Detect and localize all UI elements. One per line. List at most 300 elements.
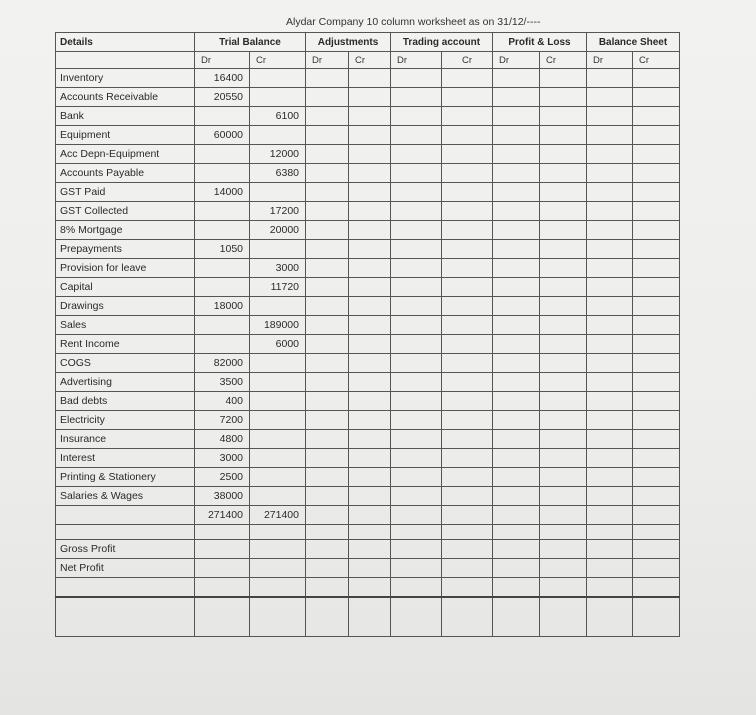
empty-cell bbox=[442, 278, 493, 297]
empty-cell bbox=[442, 373, 493, 392]
trial-balance-dr-value bbox=[195, 259, 250, 278]
empty-cell bbox=[633, 259, 680, 278]
account-row bbox=[56, 278, 680, 297]
empty-cell bbox=[540, 202, 587, 221]
trial-balance-cr-value: 6100 bbox=[250, 107, 306, 126]
empty-cell bbox=[540, 240, 587, 259]
empty-cell bbox=[349, 297, 391, 316]
empty-cell bbox=[442, 468, 493, 487]
trial-balance-dr-value: 82000 bbox=[195, 354, 250, 373]
empty-cell bbox=[442, 259, 493, 278]
empty-cell bbox=[442, 69, 493, 88]
empty-cell bbox=[442, 88, 493, 107]
empty-cell bbox=[540, 145, 587, 164]
empty-cell bbox=[540, 468, 587, 487]
empty-cell bbox=[391, 69, 442, 88]
profit-loss-dr-label: Dr bbox=[493, 52, 540, 69]
empty-cell bbox=[633, 88, 680, 107]
empty-cell bbox=[306, 88, 349, 107]
empty-cell bbox=[633, 487, 680, 506]
empty-cell bbox=[391, 430, 442, 449]
worksheet-title: Alydar Company 10 column worksheet as on 31/12/---- bbox=[286, 16, 541, 28]
account-row bbox=[56, 297, 680, 316]
empty-cell bbox=[493, 183, 540, 202]
empty-cell bbox=[587, 88, 633, 107]
adjustments-header: Adjustments bbox=[306, 33, 391, 52]
empty-cell bbox=[587, 145, 633, 164]
empty-cell bbox=[633, 69, 680, 88]
trial-balance-dr-value: 2500 bbox=[195, 468, 250, 487]
empty-cell bbox=[633, 183, 680, 202]
empty-cell bbox=[587, 354, 633, 373]
account-label: Provision for leave bbox=[56, 259, 195, 278]
trial-balance-dr-value bbox=[195, 164, 250, 183]
empty-cell bbox=[493, 259, 540, 278]
header-row bbox=[56, 33, 680, 52]
empty-cell bbox=[349, 278, 391, 297]
account-label: Salaries & Wages bbox=[56, 487, 195, 506]
empty-cell bbox=[633, 468, 680, 487]
empty-cell bbox=[442, 107, 493, 126]
empty-cell bbox=[540, 316, 587, 335]
trial-balance-dr-value: 60000 bbox=[195, 126, 250, 145]
empty-cell bbox=[442, 354, 493, 373]
trial-balance-dr-value: 7200 bbox=[195, 411, 250, 430]
empty-cell bbox=[306, 316, 349, 335]
trial-balance-cr-value bbox=[250, 88, 306, 107]
trial-balance-cr-value bbox=[250, 69, 306, 88]
account-label: Rent Income bbox=[56, 335, 195, 354]
account-label: Accounts Payable bbox=[56, 164, 195, 183]
empty-cell bbox=[493, 411, 540, 430]
account-row bbox=[56, 88, 680, 107]
empty-cell bbox=[493, 240, 540, 259]
empty-cell bbox=[493, 145, 540, 164]
empty-cell bbox=[587, 392, 633, 411]
empty-cell bbox=[306, 240, 349, 259]
empty-cell bbox=[306, 221, 349, 240]
trial-balance-cr-value bbox=[250, 373, 306, 392]
account-row bbox=[56, 468, 680, 487]
empty-cell bbox=[442, 183, 493, 202]
empty-cell bbox=[633, 202, 680, 221]
empty-cell bbox=[306, 487, 349, 506]
empty-cell bbox=[493, 221, 540, 240]
empty-cell bbox=[391, 468, 442, 487]
empty-cell bbox=[493, 392, 540, 411]
empty-cell bbox=[306, 411, 349, 430]
account-row bbox=[56, 202, 680, 221]
account-row bbox=[56, 240, 680, 259]
empty-cell bbox=[587, 183, 633, 202]
totals-row bbox=[56, 506, 680, 525]
empty-cell bbox=[391, 316, 442, 335]
trial-balance-cr-label: Cr bbox=[250, 52, 306, 69]
empty-cell bbox=[633, 316, 680, 335]
empty-cell bbox=[540, 164, 587, 183]
trial-balance-dr-value: 20550 bbox=[195, 88, 250, 107]
account-row bbox=[56, 145, 680, 164]
empty-cell bbox=[540, 107, 587, 126]
account-row bbox=[56, 430, 680, 449]
empty-cell bbox=[493, 373, 540, 392]
empty-cell bbox=[587, 126, 633, 145]
account-row bbox=[56, 316, 680, 335]
empty-cell bbox=[442, 240, 493, 259]
empty-cell bbox=[349, 107, 391, 126]
trial-balance-cr-value: 20000 bbox=[250, 221, 306, 240]
empty-cell bbox=[587, 373, 633, 392]
account-label: GST Collected bbox=[56, 202, 195, 221]
empty-cell bbox=[306, 430, 349, 449]
balance-sheet-dr-label: Dr bbox=[587, 52, 633, 69]
empty-cell bbox=[493, 468, 540, 487]
empty-cell bbox=[442, 221, 493, 240]
empty-cell bbox=[391, 88, 442, 107]
trial-balance-header: Trial Balance bbox=[195, 33, 306, 52]
trial-balance-dr-value: 3500 bbox=[195, 373, 250, 392]
empty-cell bbox=[349, 373, 391, 392]
empty-cell bbox=[391, 354, 442, 373]
trial-balance-cr-value bbox=[250, 430, 306, 449]
empty-cell bbox=[633, 335, 680, 354]
empty-cell bbox=[306, 392, 349, 411]
account-label: Acc Depn-Equipment bbox=[56, 145, 195, 164]
empty-cell bbox=[349, 202, 391, 221]
empty-cell bbox=[540, 449, 587, 468]
trial-balance-dr-value bbox=[195, 335, 250, 354]
empty-cell bbox=[587, 297, 633, 316]
trial-balance-cr-value bbox=[250, 240, 306, 259]
empty-cell bbox=[349, 240, 391, 259]
empty-cell bbox=[633, 145, 680, 164]
empty-cell bbox=[493, 297, 540, 316]
empty-cell bbox=[349, 183, 391, 202]
empty-cell bbox=[391, 411, 442, 430]
empty-cell bbox=[349, 411, 391, 430]
empty-cell bbox=[587, 487, 633, 506]
net-profit-label: Net Profit bbox=[56, 559, 195, 578]
empty-cell bbox=[442, 164, 493, 183]
empty-cell bbox=[493, 430, 540, 449]
empty-cell bbox=[306, 278, 349, 297]
account-label: Insurance bbox=[56, 430, 195, 449]
empty-cell bbox=[493, 69, 540, 88]
total-cr: 271400 bbox=[250, 506, 306, 525]
balance-sheet-header: Balance Sheet bbox=[587, 33, 680, 52]
trial-balance-dr-value: 1050 bbox=[195, 240, 250, 259]
trial-balance-cr-value bbox=[250, 392, 306, 411]
details-subheader-cell bbox=[56, 52, 195, 69]
account-row bbox=[56, 107, 680, 126]
trial-balance-cr-value bbox=[250, 487, 306, 506]
empty-cell bbox=[493, 126, 540, 145]
empty-cell bbox=[442, 449, 493, 468]
empty-cell bbox=[587, 259, 633, 278]
empty-cell bbox=[391, 392, 442, 411]
trial-balance-dr-value: 400 bbox=[195, 392, 250, 411]
trading-cr-label: Cr bbox=[442, 52, 493, 69]
trading-dr-label: Dr bbox=[391, 52, 442, 69]
empty-cell bbox=[540, 373, 587, 392]
empty-cell bbox=[391, 487, 442, 506]
empty-cell bbox=[587, 202, 633, 221]
empty-cell bbox=[349, 335, 391, 354]
empty-cell bbox=[442, 316, 493, 335]
account-label: Electricity bbox=[56, 411, 195, 430]
empty-cell bbox=[540, 430, 587, 449]
empty-cell bbox=[442, 202, 493, 221]
empty-cell bbox=[540, 392, 587, 411]
empty-cell bbox=[587, 316, 633, 335]
trial-balance-cr-value bbox=[250, 468, 306, 487]
empty-cell bbox=[540, 69, 587, 88]
trial-balance-cr-value: 6380 bbox=[250, 164, 306, 183]
account-row bbox=[56, 411, 680, 430]
trial-balance-cr-value: 3000 bbox=[250, 259, 306, 278]
empty-cell bbox=[587, 164, 633, 183]
empty-cell bbox=[633, 297, 680, 316]
empty-cell bbox=[349, 487, 391, 506]
empty-cell bbox=[349, 392, 391, 411]
account-row bbox=[56, 354, 680, 373]
account-label: Equipment bbox=[56, 126, 195, 145]
empty-cell bbox=[349, 221, 391, 240]
empty-cell bbox=[306, 145, 349, 164]
account-label: COGS bbox=[56, 354, 195, 373]
empty-cell bbox=[540, 278, 587, 297]
empty-cell bbox=[306, 259, 349, 278]
empty-cell bbox=[349, 69, 391, 88]
empty-cell bbox=[306, 373, 349, 392]
blank-row bbox=[56, 578, 680, 598]
empty-cell bbox=[540, 411, 587, 430]
account-label: Bad debts bbox=[56, 392, 195, 411]
empty-cell bbox=[587, 335, 633, 354]
empty-cell bbox=[306, 69, 349, 88]
account-row bbox=[56, 69, 680, 88]
balance-sheet-cr-label: Cr bbox=[633, 52, 680, 69]
trial-balance-cr-value bbox=[250, 183, 306, 202]
trial-balance-cr-value bbox=[250, 297, 306, 316]
net-profit-row bbox=[56, 559, 680, 578]
trial-balance-cr-value: 189000 bbox=[250, 316, 306, 335]
empty-cell bbox=[633, 164, 680, 183]
account-row bbox=[56, 487, 680, 506]
empty-cell bbox=[349, 449, 391, 468]
empty-cell bbox=[391, 221, 442, 240]
empty-cell bbox=[633, 411, 680, 430]
empty-cell bbox=[493, 449, 540, 468]
empty-cell bbox=[540, 297, 587, 316]
empty-cell bbox=[493, 88, 540, 107]
trial-balance-dr-value bbox=[195, 221, 250, 240]
empty-cell bbox=[587, 278, 633, 297]
trial-balance-dr-value bbox=[195, 278, 250, 297]
trial-balance-cr-value bbox=[250, 126, 306, 145]
empty-cell bbox=[442, 297, 493, 316]
empty-cell bbox=[633, 240, 680, 259]
trial-balance-dr-value bbox=[195, 107, 250, 126]
trial-balance-dr-value bbox=[195, 202, 250, 221]
empty-cell bbox=[349, 316, 391, 335]
empty-cell bbox=[442, 126, 493, 145]
trial-balance-dr-value: 4800 bbox=[195, 430, 250, 449]
worksheet-table bbox=[55, 32, 680, 637]
empty-cell bbox=[442, 145, 493, 164]
empty-cell bbox=[306, 183, 349, 202]
empty-cell bbox=[391, 183, 442, 202]
account-label: Inventory bbox=[56, 69, 195, 88]
account-label: Advertising bbox=[56, 373, 195, 392]
empty-cell bbox=[633, 373, 680, 392]
dr-cr-subheader-row bbox=[56, 52, 680, 69]
empty-cell bbox=[442, 392, 493, 411]
empty-cell bbox=[633, 392, 680, 411]
empty-cell bbox=[587, 240, 633, 259]
empty-cell bbox=[493, 202, 540, 221]
empty-cell bbox=[442, 430, 493, 449]
trial-balance-dr-label: Dr bbox=[195, 52, 250, 69]
trading-account-header: Trading account bbox=[391, 33, 493, 52]
trial-balance-dr-value: 38000 bbox=[195, 487, 250, 506]
adjustments-cr-label: Cr bbox=[349, 52, 391, 69]
account-label: Interest bbox=[56, 449, 195, 468]
empty-cell bbox=[633, 126, 680, 145]
account-label: 8% Mortgage bbox=[56, 221, 195, 240]
empty-cell bbox=[587, 69, 633, 88]
details-header: Details bbox=[56, 33, 195, 52]
empty-cell bbox=[306, 354, 349, 373]
empty-cell bbox=[391, 449, 442, 468]
empty-cell bbox=[493, 354, 540, 373]
empty-cell bbox=[391, 164, 442, 183]
trial-balance-cr-value bbox=[250, 354, 306, 373]
account-row bbox=[56, 335, 680, 354]
profit-loss-header: Profit & Loss bbox=[493, 33, 587, 52]
empty-cell bbox=[493, 278, 540, 297]
empty-cell bbox=[349, 88, 391, 107]
empty-cell bbox=[391, 240, 442, 259]
empty-cell bbox=[349, 468, 391, 487]
account-label: Capital bbox=[56, 278, 195, 297]
empty-cell bbox=[391, 202, 442, 221]
empty-cell bbox=[540, 221, 587, 240]
total-dr: 271400 bbox=[195, 506, 250, 525]
account-label: Sales bbox=[56, 316, 195, 335]
profit-loss-cr-label: Cr bbox=[540, 52, 587, 69]
empty-cell bbox=[349, 259, 391, 278]
empty-cell bbox=[493, 335, 540, 354]
empty-cell bbox=[633, 221, 680, 240]
empty-cell bbox=[306, 164, 349, 183]
empty-cell bbox=[540, 126, 587, 145]
trial-balance-dr-value: 3000 bbox=[195, 449, 250, 468]
account-row bbox=[56, 373, 680, 392]
final-totals-row bbox=[56, 597, 680, 637]
trial-balance-dr-value bbox=[195, 316, 250, 335]
totals-label-cell bbox=[56, 506, 195, 525]
empty-cell bbox=[493, 487, 540, 506]
empty-cell bbox=[306, 126, 349, 145]
empty-cell bbox=[442, 335, 493, 354]
empty-cell bbox=[587, 449, 633, 468]
account-rows bbox=[56, 69, 680, 506]
empty-cell bbox=[391, 335, 442, 354]
trial-balance-cr-value bbox=[250, 449, 306, 468]
empty-cell bbox=[306, 107, 349, 126]
empty-cell bbox=[633, 430, 680, 449]
account-row bbox=[56, 164, 680, 183]
empty-cell bbox=[306, 335, 349, 354]
trial-balance-dr-value: 14000 bbox=[195, 183, 250, 202]
empty-cell bbox=[540, 354, 587, 373]
empty-cell bbox=[540, 487, 587, 506]
account-row bbox=[56, 221, 680, 240]
empty-cell bbox=[349, 354, 391, 373]
spacer-row bbox=[56, 525, 680, 540]
empty-cell bbox=[633, 278, 680, 297]
trial-balance-cr-value: 17200 bbox=[250, 202, 306, 221]
empty-cell bbox=[493, 316, 540, 335]
empty-cell bbox=[349, 164, 391, 183]
empty-cell bbox=[587, 107, 633, 126]
empty-cell bbox=[493, 107, 540, 126]
account-row bbox=[56, 183, 680, 202]
empty-cell bbox=[391, 126, 442, 145]
account-label: Accounts Receivable bbox=[56, 88, 195, 107]
empty-cell bbox=[391, 278, 442, 297]
empty-cell bbox=[391, 297, 442, 316]
empty-cell bbox=[391, 259, 442, 278]
empty-cell bbox=[587, 221, 633, 240]
empty-cell bbox=[442, 487, 493, 506]
account-label: Printing & Stationery bbox=[56, 468, 195, 487]
adjustments-dr-label: Dr bbox=[306, 52, 349, 69]
gross-profit-row bbox=[56, 540, 680, 559]
empty-cell bbox=[587, 430, 633, 449]
trial-balance-dr-value: 16400 bbox=[195, 69, 250, 88]
trial-balance-cr-value bbox=[250, 411, 306, 430]
trial-balance-cr-value: 6000 bbox=[250, 335, 306, 354]
empty-cell bbox=[349, 430, 391, 449]
empty-cell bbox=[587, 468, 633, 487]
account-label: Bank bbox=[56, 107, 195, 126]
empty-cell bbox=[442, 411, 493, 430]
empty-cell bbox=[349, 126, 391, 145]
empty-cell bbox=[306, 202, 349, 221]
empty-cell bbox=[540, 259, 587, 278]
account-row bbox=[56, 392, 680, 411]
trial-balance-cr-value: 12000 bbox=[250, 145, 306, 164]
empty-cell bbox=[306, 468, 349, 487]
empty-cell bbox=[540, 88, 587, 107]
empty-cell bbox=[391, 145, 442, 164]
account-label: GST Paid bbox=[56, 183, 195, 202]
account-row bbox=[56, 449, 680, 468]
empty-cell bbox=[633, 354, 680, 373]
trial-balance-dr-value: 18000 bbox=[195, 297, 250, 316]
empty-cell bbox=[391, 373, 442, 392]
account-label: Prepayments bbox=[56, 240, 195, 259]
account-label: Drawings bbox=[56, 297, 195, 316]
empty-cell bbox=[540, 183, 587, 202]
empty-cell bbox=[633, 449, 680, 468]
empty-cell bbox=[349, 145, 391, 164]
empty-cell bbox=[306, 297, 349, 316]
trial-balance-cr-value: 11720 bbox=[250, 278, 306, 297]
account-row bbox=[56, 126, 680, 145]
